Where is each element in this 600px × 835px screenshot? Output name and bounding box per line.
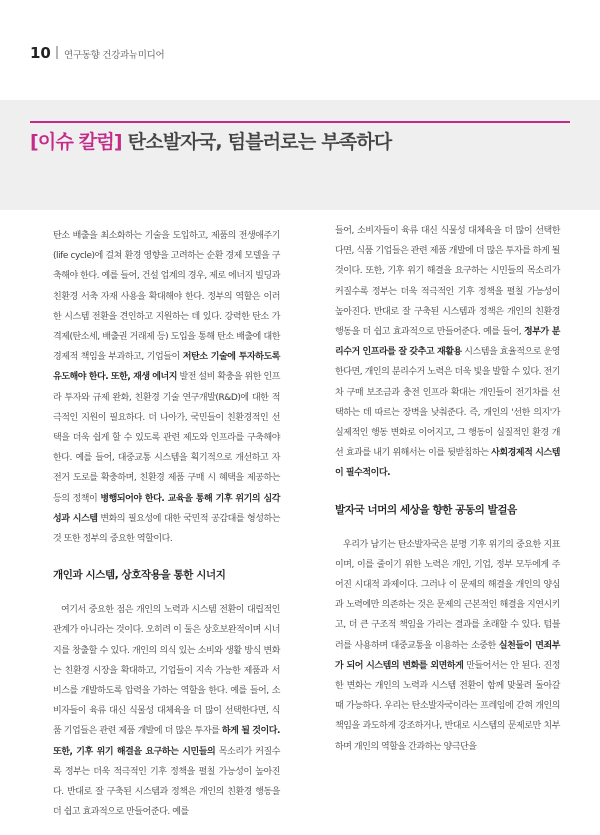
right-column: [335, 209, 560, 757]
article-title: [30, 127, 391, 154]
right-paragraph-1: 들어, 소비자들이 육류 대신 식물성 대체육을 더 많이 선택한다면, 식품 기업들은 관련 제품 개발에 더 많은 투자를 하게 될 것이다. 또한, 기후 위기 해결을 요구하는 시민들의 목소리가 커질수록 정부는 더욱 적극적인 기후 정책을 펼칠 가능성이 높아진다. 반대로 잘 구축된 시스템과 정책은 개인의 친환경 행동을 더 쉽고 효과적으로 만들어준다. 예를 들어, 정부가 분리수거 인프라를 잘 갖추고 재활용 시스템을 효율적으로 운영한다면, 개인의 분리수거 노력은 더욱 빛을 발할 수 있다. 전기차 구매 보조금과 충전 인프라 확대는 개인들이 전기차를 선택하는 데 따르는 장벽을 낮춰준다. 즉, 개인의 '선한 의지'가 실제적인 행동 변화로 이어지고, 그 행동이 실질적인 환경 개선 효과를 내기 위해서는 이를 뒷받침하는 사회경제적 시스템이 필수적이다.: [335, 226, 560, 479]
publication-name: 연구동향 건강과뉴미디어: [64, 50, 165, 61]
title-main: 탄소발자국, 텀블러로는 부족하다: [127, 131, 392, 153]
right-paragraph-2: 우리가 남기는 탄소발자국은 분명 기후 위기의 중요한 지표이며, 이를 줄이기 위한 노력은 개인, 기업, 정부 모두에게 주어진 시대적 과제이다. 그러나 이 문제의 해결을 개인의 양심과 노력에만 의존하는 것은 문제의 근본적인 해결을 지연시키고, 더 큰 구조적 책임을 가리는 결과를 초래할 수 있다. 텀블러를 사용하며 대중교통을 이용하는 소중한 실천들이 면죄부가 되어 시스템의 변화를 외면하게 만들어서는 안 된다. 진정한 변화는 개인의 노력과 시스템 전환이 함께 맞물려 돌아갈 때 가능하다. 우리는 탄소발자국이라는 프레임에 갇혀 개인의 책임을 과도하게 강조하거나, 반대로 시스템의 문제로만 치부하며 개인의 역할을 간과하는 양극단을: [335, 539, 560, 752]
left-paragraph-1: 탄소 배출을 최소화하는 기술을 도입하고, 제품의 전생애주기(life cycle)에 걸쳐 환경 영향을 고려하는 순환 경제 모델을 구축해야 한다. 예를 들어, 건설 업계의 경우, 제로 에너지 빌딩과 친환경 서축 자재 사용을 확대해야 한다. 정부의 역할은 이러한 시스템 전환을 견인하고 지원하는 데 있다. 강력한 탄소 가격제(탄소세, 배출권 거래제 등) 도입을 통해 탄소 배출에 대한 경제적 책임을 부과하고, 기업들이 저탄소 기술에 투자하도록 유도해야 한다. 또한, 재생 에너지 발전 설비 확충을 위한 인프라 투자와 규제 완화, 친환경 기술 연구개발(R&D)에 대한 적극적인 지원이 필요하다. 더 나아가, 국민들이 친환경적인 선택을 더욱 쉽게 할 수 있도록 관련 제도와 인프라를 구축해야 한다. 예를 들어, 대중교통 시스템을 획기적으로 개선하고 자전거 도로를 확충하며, 친환경 제품 구매 시 혜택을 제공하는 등의 정책이 병행되어야 한다. 교육을 통해 기후 위기의 심각성과 시스템 변화의 필요성에 대한 국민적 공감대를 형성하는 것 또한 정부의 중요한 역할이다.: [53, 231, 280, 545]
page-header: [0, 0, 600, 100]
left-column: [53, 209, 280, 822]
title-accent-rule: [30, 121, 570, 123]
page-number: 10: [30, 44, 51, 62]
title-tag: [이슈 칼럼]: [30, 131, 122, 153]
title-band: [0, 100, 600, 210]
header-divider: [56, 46, 58, 59]
section-heading-footprint: 발자국 너머의 세상을 향한 공동의 발걸음: [335, 503, 517, 516]
section-heading-synergy: 개인과 시스템, 상호작용을 통한 시너지: [53, 569, 226, 582]
left-paragraph-2: 여기서 중요한 점은 개인의 노력과 시스템 전환이 대립적인 관계가 아니라는 것이다. 오히려 이 둘은 상호보완적이며 시너지를 창출할 수 있다. 개인의 의식 있는 소비와 생활 방식 변화는 친환경 시장을 확대하고, 기업들이 지속 가능한 제품과 서비스를 개발하도록 압력을 가하는 역할을 한다. 예를 들어, 소비자들이 육류 대신 식물성 대체육을 더 많이 선택한다면, 식품 기업들은 관련 제품 개발에 더 많은 투자를 하게 될 것이다. 또한, 기후 위기 해결을 요구하는 시민들의 목소리가 커질수록 정부는 더욱 적극적인 기후 정책을 펼칠 가능성이 높아진다. 반대로 잘 구축된 시스템과 정책은 개인의 친환경 행동을 더 쉽고 효과적으로 만들어준다. 예를: [53, 605, 280, 818]
